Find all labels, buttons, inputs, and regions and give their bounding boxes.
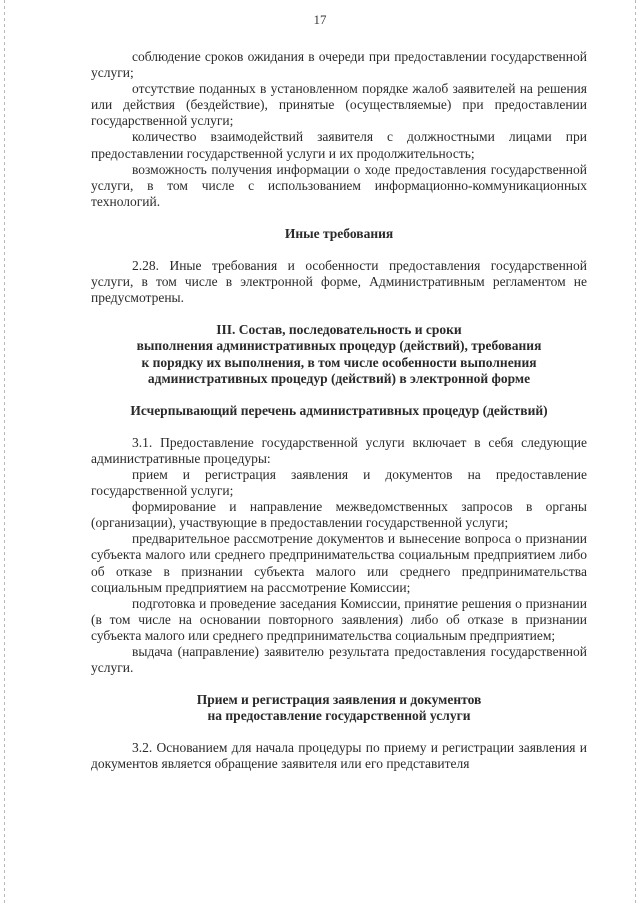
procedure-item: прием и регистрация заявления и документов на предоставление государственной услуги; bbox=[91, 466, 587, 499]
paragraph: количество взаимодействий заявителя с должностными лицами при предоставлении государственной услуги и их продолжительность; bbox=[91, 129, 587, 161]
section-iii-heading bbox=[91, 322, 587, 386]
section-iii-heading-line: к порядку их выполнения, в том числе особенности выполнения bbox=[141, 354, 537, 370]
heading-reception-line: на предоставление государственной услуги bbox=[207, 708, 471, 724]
page-right-edge bbox=[635, 0, 636, 905]
page-number: 17 bbox=[313, 12, 327, 27]
paragraph-3-2: 3.2. Основанием для начала процедуры по приему и регистрации заявления и документов является обращение заявителя или его представителя bbox=[91, 740, 587, 772]
paragraph-2-28: 2.28. Иные требования и особенности предоставления государственной услуги, в том числе в электронной форме, Административным регламентом не предусмотрены. bbox=[91, 258, 587, 306]
heading-reception-line: Прием и регистрация заявления и документов bbox=[196, 692, 482, 708]
page-left-edge bbox=[4, 0, 5, 905]
paragraph: возможность получения информации о ходе предоставления государственной услуги, в том числе с использованием информационно-коммуникационных технологий. bbox=[91, 161, 587, 209]
heading-reception bbox=[91, 692, 587, 724]
paragraph-3-1: 3.1. Предоставление государственной услуги включает в себя следующие административные процедуры: bbox=[91, 434, 587, 466]
heading-procedure-list: Исчерпывающий перечень административных процедур (действий) bbox=[130, 402, 548, 418]
procedure-item: предварительное рассмотрение документов и вынесение вопроса о признании субъекта малого или среднего предпринимательства социальным предприятием либо об отказе в признании субъекта малого или среднего предпринимательства социальным предприятием на рассмотрение Комиссии; bbox=[91, 531, 587, 595]
procedure-item: выдача (направление) заявителю результата предоставления государственной услуги. bbox=[91, 644, 587, 676]
procedure-item: подготовка и проведение заседания Комиссии, принятие решения о признании (в том числе на основании повторного заявления) либо об отказе в признании субъекта малого или среднего предпринимательства социальным предприятием; bbox=[91, 595, 587, 643]
procedure-item: формирование и направление межведомственных запросов в органы (организации), участвующие в предоставлении государственной услуги; bbox=[91, 499, 587, 531]
section-iii-heading-line: выполнения административных процедур (действий), требования bbox=[136, 338, 542, 354]
section-iii-heading-line: административных процедур (действий) в электронной форме bbox=[147, 370, 531, 386]
paragraph: отсутствие поданных в установленном порядке жалоб заявителей на решения или действия (бездействие), принятые (осуществляемые) при предоставлении государственной услуги; bbox=[91, 81, 587, 129]
paragraph: соблюдение сроков ожидания в очереди при предоставлении государственной услуги; bbox=[91, 49, 587, 81]
page-content bbox=[91, 49, 587, 773]
section-iii-heading-line: III. Состав, последовательность и сроки bbox=[216, 322, 462, 338]
heading-other-requirements: Иные требования bbox=[284, 225, 394, 241]
